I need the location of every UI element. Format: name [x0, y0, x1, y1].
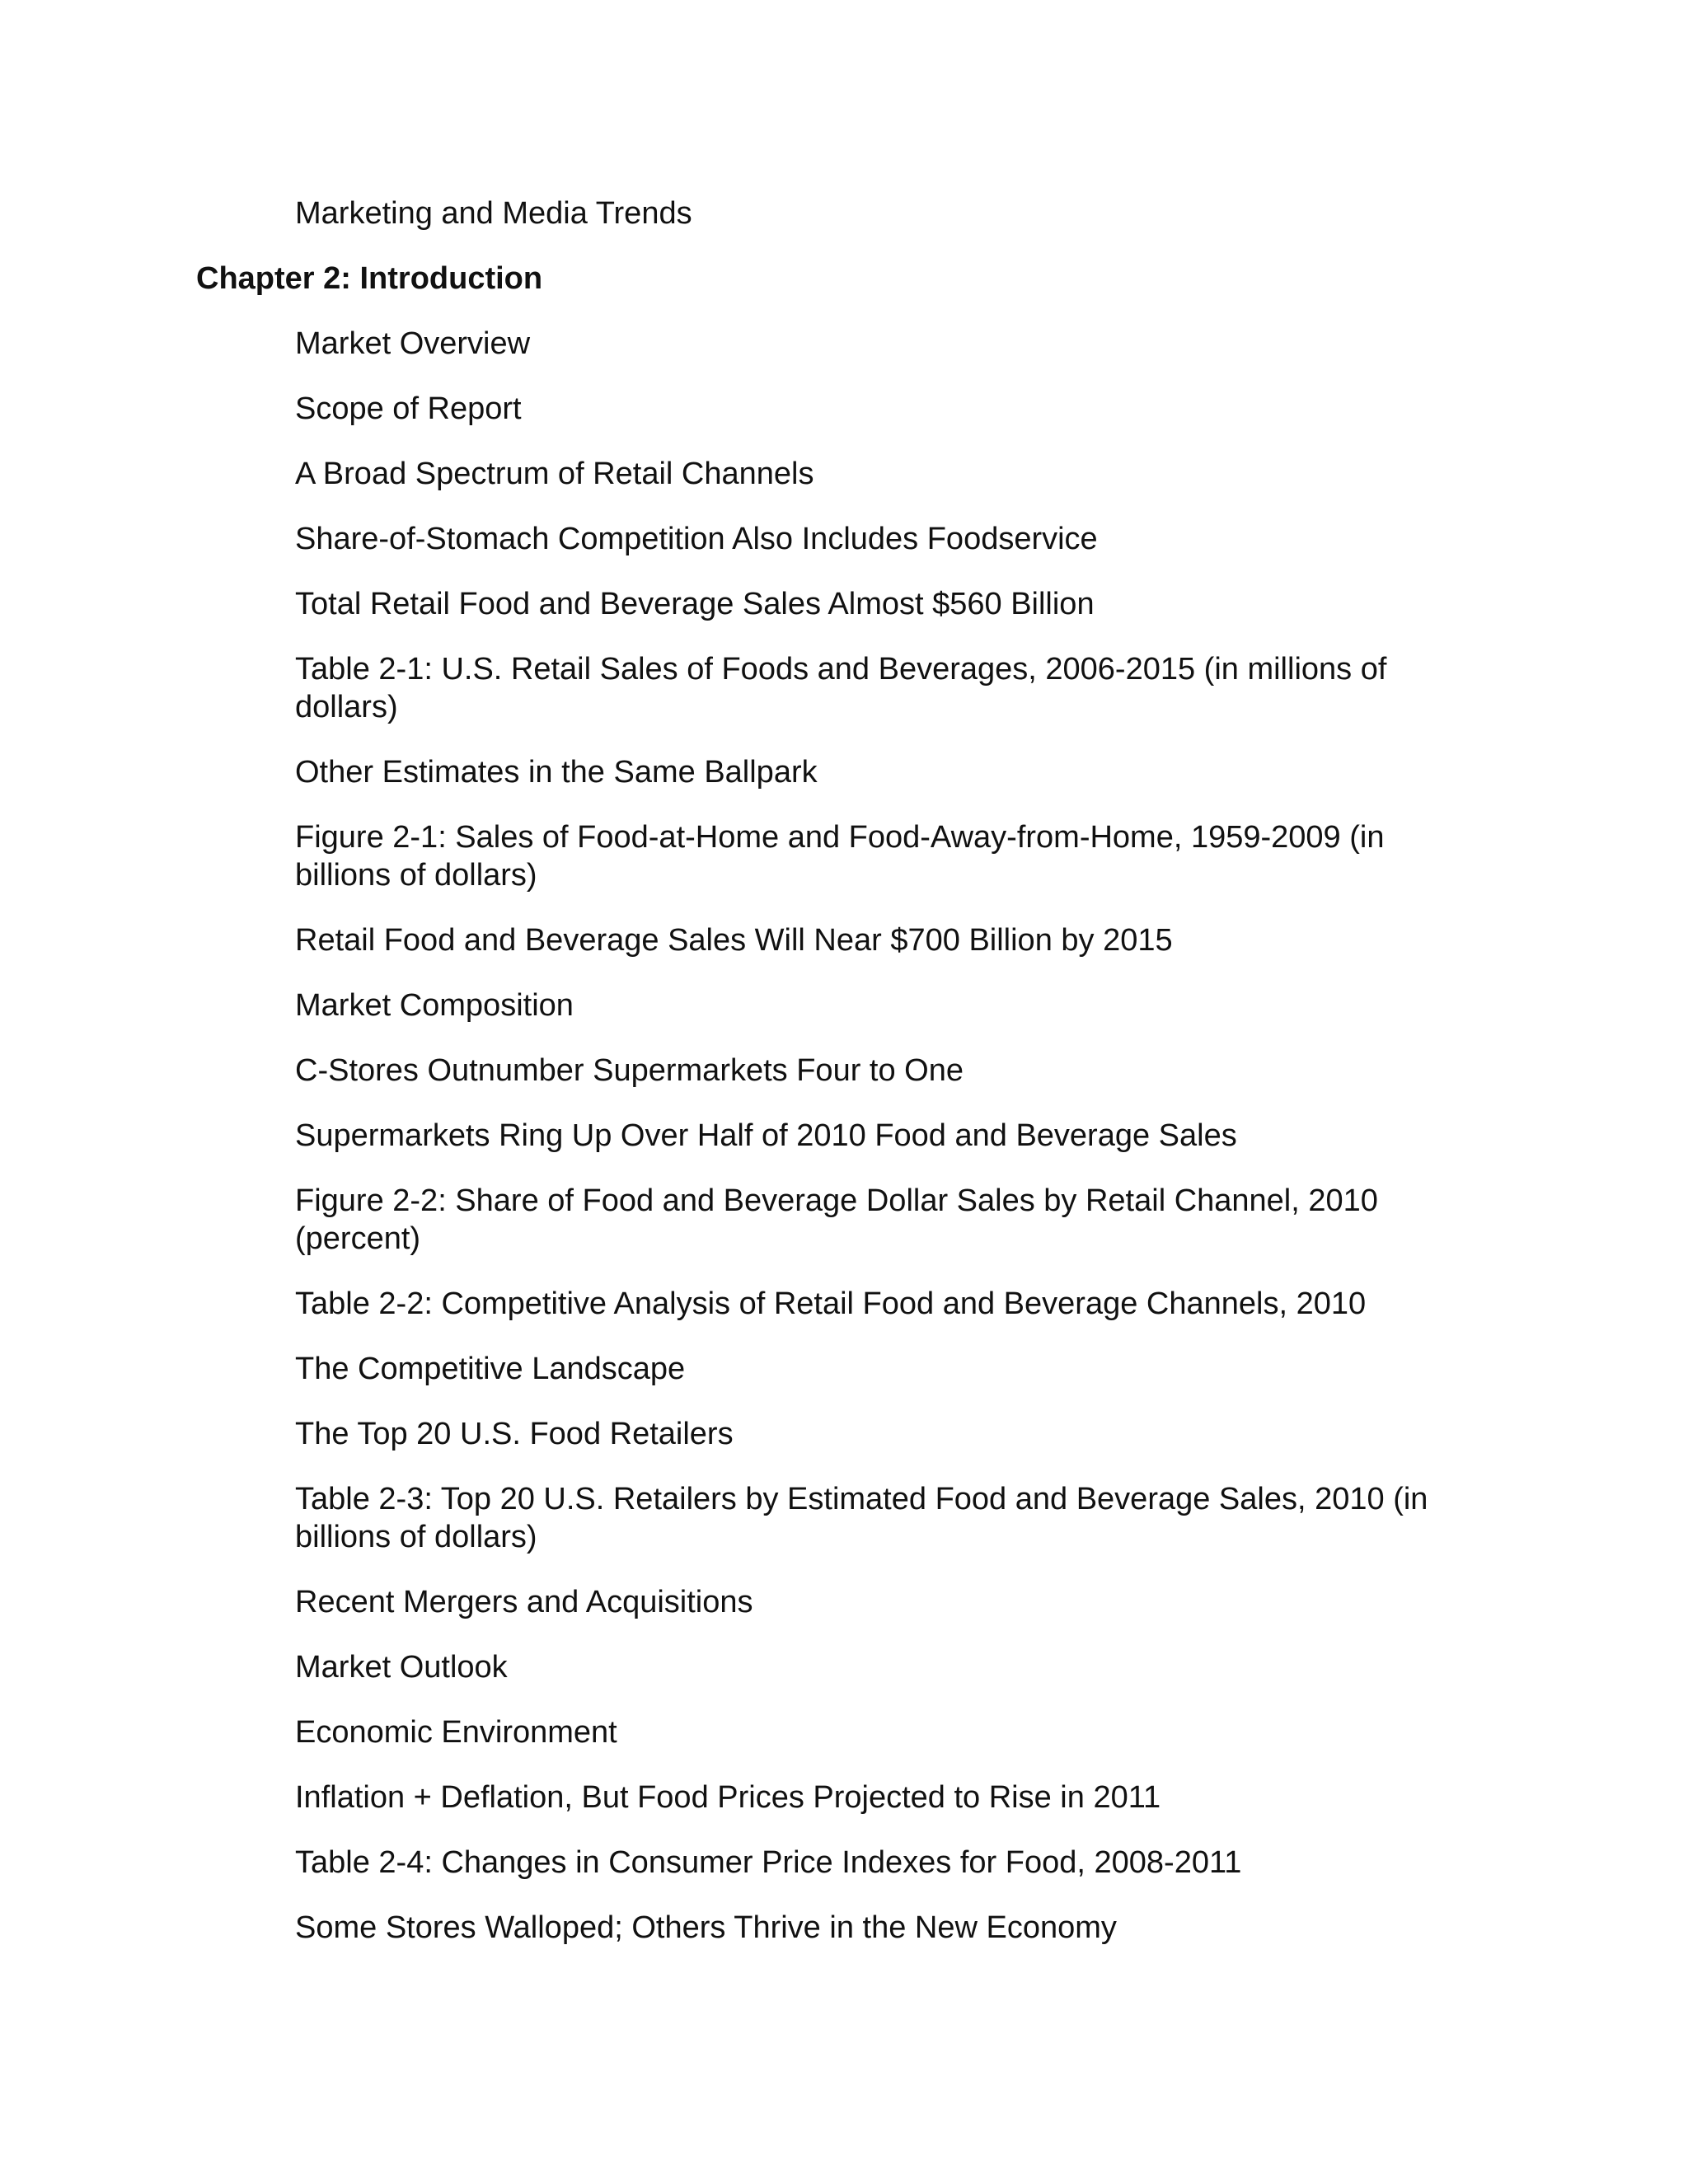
toc-entry: Market Overview: [295, 326, 531, 361]
toc-entry: Other Estimates in the Same Ballpark: [295, 755, 818, 790]
toc-entry: Recent Mergers and Acquisitions: [295, 1585, 753, 1619]
toc-entry: A Broad Spectrum of Retail Channels: [295, 457, 814, 491]
toc-entry: The Competitive Landscape: [295, 1352, 686, 1386]
toc-entry: Market Composition: [295, 988, 574, 1023]
toc-entry-table: Table 2-3: Top 20 U.S. Retailers by Estimated Food and Beverage Sales, 2010 (in billions of dollars): [295, 1482, 1428, 1554]
toc-entry: Some Stores Walloped; Others Thrive in the New Economy: [295, 1910, 1117, 1945]
toc-entry: Total Retail Food and Beverage Sales Almost $560 Billion: [295, 587, 1095, 621]
toc-entry: The Top 20 U.S. Food Retailers: [295, 1417, 734, 1451]
toc-entry-table: Table 2-4: Changes in Consumer Price Indexes for Food, 2008-2011: [295, 1845, 1242, 1880]
toc-entry: Market Outlook: [295, 1650, 508, 1685]
toc-entry: Share-of-Stomach Competition Also Includes Foodservice: [295, 522, 1098, 556]
toc-entry-figure: Figure 2-2: Share of Food and Beverage Dollar Sales by Retail Channel, 2010 (percent): [295, 1183, 1378, 1256]
toc-entry: Inflation + Deflation, But Food Prices Projected to Rise in 2011: [295, 1780, 1161, 1815]
toc-entry-table: Table 2-2: Competitive Analysis of Retail Food and Beverage Channels, 2010: [295, 1286, 1367, 1321]
chapter-heading: Chapter 2: Introduction: [196, 261, 543, 296]
toc-entry: Scope of Report: [295, 391, 522, 426]
toc-entry: Economic Environment: [295, 1715, 617, 1750]
toc-entry: C-Stores Outnumber Supermarkets Four to One: [295, 1053, 964, 1088]
toc-entry-figure: Figure 2-1: Sales of Food-at-Home and Food-Away-from-Home, 1959-2009 (in billions of dollars): [295, 820, 1385, 893]
toc-entry: Retail Food and Beverage Sales Will Near $700 Billion by 2015: [295, 923, 1173, 958]
toc-entry-table: Table 2-1: U.S. Retail Sales of Foods and Beverages, 2006-2015 (in millions of dollars): [295, 652, 1387, 724]
toc-entry: Supermarkets Ring Up Over Half of 2010 Food and Beverage Sales: [295, 1118, 1237, 1153]
toc-entry-marketing-media-trends: Marketing and Media Trends: [295, 196, 692, 231]
